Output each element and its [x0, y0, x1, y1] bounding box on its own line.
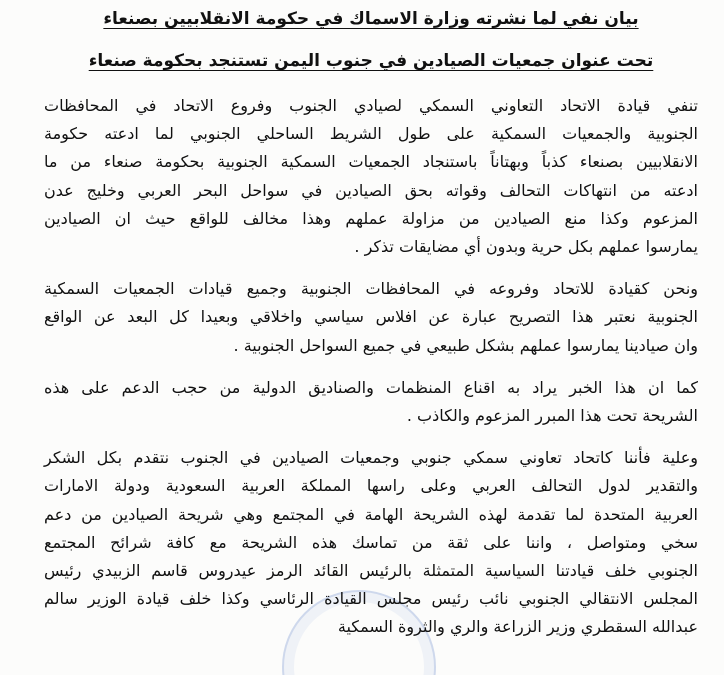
- text-line: المزعوم وكذا منع الصيادين من مزاولة عملهم وهذا مخالف للواقع حيث ان الصيادين: [44, 208, 698, 228]
- text-line: الجنوبي خلف قيادتنا السياسية المتمثلة بالرئيس القائد الرمز عيدروس قاسم الزبيدي رئيس: [44, 561, 698, 581]
- text-line: ادعته من انتهاكات التحالف وقواته بحق الصيادين في سواحل البحر العربي وخليج عدن: [44, 180, 698, 200]
- text-line: الجنوبية نعتبر هذا التصريح عبارة عن افلاس سياسي واخلاقي وبعيدا كل البعد عن الواقع: [44, 307, 698, 327]
- statement-subtitle: تحت عنوان جمعيات الصيادين في جنوب اليمن تستنجد بحكومة صنعاء: [88, 51, 654, 71]
- text-line: والتقدير لدول التحالف العربي وعلى راسها المملكة العربية السعودية ودولة الامارات: [44, 476, 698, 496]
- text-line: ونحن كقيادة للاتحاد وفروعه في المحافظات الجنوبية وجميع قيادات الجمعيات السمكية: [44, 279, 698, 299]
- text-line: الجنوبية والجمعيات السمكية على طول الشريط الساحلي الجنوبي لما ادعته حكومة: [44, 124, 698, 144]
- statement-title: بيان نفي لما نشرته وزارة الاسماك في حكومة الانقلابيين بصنعاء: [103, 9, 639, 29]
- statement-body: [44, 6, 698, 642]
- text-line: تنفي قيادة الاتحاد التعاوني السمكي لصيادي الجنوب وفروع الاتحاد في المحافظات: [44, 96, 698, 115]
- text-line: سخي ومتواصل ، واننا على ثقة من تماسك هذه الشريحة مع كافة شرائح المجتمع: [44, 532, 698, 552]
- text-line: عبدالله السقطري وزير الزراعة والري والثروة السمكية: [337, 617, 698, 637]
- text-line: العربية المتحدة لما تقدمة لهذه الشريحة الهامة في المجتمع وهي شريحة الصيادين من دعم: [44, 504, 698, 524]
- text-line: يمارسوا عملهم بكل حرية وبدون أي مضايقات تذكر .: [354, 237, 698, 257]
- text-line: كما ان هذا الخبر يراد به اقناع المنظمات والصناديق الدولية من حجب الدعم على هذه: [44, 377, 698, 397]
- paragraph-purpose: [44, 374, 698, 430]
- text-line: الانقلابيين بصنعاء كذباً وبهتاناً باستنجاد الجمعيات السمكية الجنوبية بحكومة صنعاء من ما: [44, 152, 698, 172]
- paragraph-denial: [44, 92, 698, 261]
- text-line: الشريحة تحت هذا المبرر المزعوم والكاذب .: [406, 406, 698, 426]
- paragraph-position: [44, 275, 698, 360]
- text-line: المجلس الانتقالي الجنوبي نائب رئيس مجلس القيادة الرئاسي وكذا خلف قيادة الوزير سالم: [44, 589, 698, 609]
- text-line: وان صيادينا يمارسوا عملهم بشكل طبيعي في جميع السواحل الجنوبية .: [233, 335, 698, 355]
- paragraph-thanks: [44, 444, 698, 641]
- text-line: وعلية فأننا كاتحاد تعاوني سمكي جنوبي وجمعيات الصيادين في الجنوب نتقدم بكل الشكر: [44, 448, 698, 468]
